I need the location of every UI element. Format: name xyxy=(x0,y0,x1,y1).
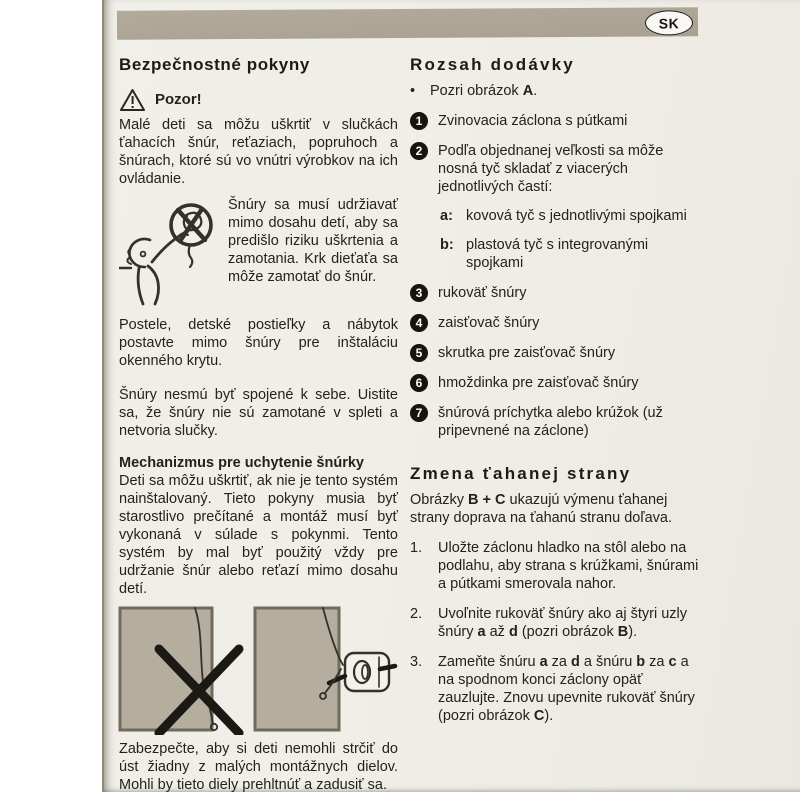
strangulation-figure xyxy=(119,196,398,308)
supply-list-item xyxy=(410,404,702,440)
step-text: Uvoľnite rukoväť šnúry ako aj štyri uzly šnúry a až d (pozri obrázok B). xyxy=(438,606,688,640)
item-number-badge: 1 xyxy=(410,112,428,130)
step-number: 1. xyxy=(410,540,423,556)
item-number-badge: 2 xyxy=(410,142,428,160)
safety-section-title: Bezpečnostné pokyny xyxy=(119,55,310,74)
curtain-panels-illustration xyxy=(117,603,402,735)
page-header-bar xyxy=(117,7,698,40)
item-number-badge: 5 xyxy=(410,344,428,362)
step-text: Zameňte šnúru a za d a šnúru b za c a na spodnom konci záclony opäť zauzlujte. Znovu upevnite rukoväť šnúry (pozri obrázok C). xyxy=(438,654,695,724)
supply-item-text: Zvinovacia záclona s pútkami xyxy=(438,113,628,129)
step-item xyxy=(410,539,702,593)
item-number-badge: 6 xyxy=(410,374,428,392)
supply-item-text: skrutka pre zaisťovač šnúry xyxy=(438,345,616,361)
see-figure-note xyxy=(410,82,702,100)
safety-column xyxy=(119,55,398,794)
warning-paragraph: Malé deti sa môžu uškrtiť v slučkách ťahacích šnúr, reťaziach, popruhoch a šnúrach, ktoré sú vo vnútri výrobkov na ich ovládanie. xyxy=(119,117,398,187)
country-badge xyxy=(645,10,693,35)
step-item xyxy=(410,605,702,641)
variant-text: kovová tyč s jednotlivými spojkami xyxy=(466,208,687,224)
pull-side-intro: Obrázky B + C ukazujú výmenu ťahanej strany doprava na ťahanú stranu doľava. xyxy=(410,492,672,526)
rod-variant xyxy=(440,236,702,272)
supply-list-item xyxy=(410,284,702,302)
step-number: 2. xyxy=(410,606,423,622)
cord-cleat-figure xyxy=(117,603,398,735)
mechanism-paragraph: Deti sa môžu uškrtiť, ak nie je tento systém nainštalovaný. Tieto pokyny musia byť starostlivo prečítané a montáž musí byť vykonaná v súlade s pokynmi. Tento systém by mal byť použitý vždy pre udržanie šnúr alebo reťazí mimo dosahu detí. xyxy=(119,473,398,597)
warning-triangle-icon xyxy=(119,88,146,112)
figure-caption: Šnúry sa musí udržiavať mimo dosahu detí, aby sa predišlo riziku uškrtenia a zamotania. Krk dieťaťa sa môže zamotať do šnúr. xyxy=(228,197,398,285)
variant-label: b: xyxy=(440,237,454,253)
supply-item-text: hmoždinka pre zaisťovač šnúry xyxy=(438,375,639,391)
supply-list-item xyxy=(410,112,702,130)
step-text: Uložte záclonu hladko na stôl alebo na podlahu, aby strana s krúžkami, šnúrami a pútkami smerovala nahor. xyxy=(438,540,699,592)
pull-side-section-title: Zmena ťahanej strany xyxy=(410,464,632,483)
supply-item-text: zaisťovač šnúry xyxy=(438,315,540,331)
variant-label: a: xyxy=(440,208,453,224)
mechanism-subheading: Mechanizmus pre uchytenie šnúrky xyxy=(119,455,364,471)
baby-cord-warning-illustration xyxy=(119,196,221,308)
paper-page xyxy=(102,0,800,792)
bullet-icon: • xyxy=(410,83,416,99)
rod-variant-list xyxy=(440,207,702,272)
supply-item-text: šnúrová príchytka alebo krúžok (už pripevnené na záclone) xyxy=(438,405,663,439)
step-item xyxy=(410,653,702,725)
supply-list-item xyxy=(410,142,702,196)
cords-paragraph: Šnúry nesmú byť spojené k sebe. Uistite sa, že šnúry nie sú zamotané v spleti a netvoria slučky. xyxy=(119,387,398,439)
small-parts-paragraph: Zabezpečte, aby si deti nemohli strčiť do úst žiadny z malých montážnych dielov. Mohli by tieto diely prehltnúť a zadusiť sa. xyxy=(119,741,398,793)
rod-variant xyxy=(440,207,702,225)
supply-item-text: Podľa objednanej veľkosti sa môže nosná tyč skladať z viacerých jednotlivých častí: xyxy=(438,143,664,195)
variant-text: plastová tyč s integrovanými spojkami xyxy=(466,237,649,271)
supply-item-text: rukoväť šnúry xyxy=(438,285,527,301)
item-number-badge: 4 xyxy=(410,314,428,332)
country-badge-label: SK xyxy=(658,14,680,31)
beds-paragraph: Postele, detské postieľky a nábytok postavte mimo šnúry pre inštaláciu okenného krytu. xyxy=(119,317,398,369)
supply-list-item xyxy=(410,314,702,332)
delivery-section-title: Rozsah dodávky xyxy=(410,55,575,74)
warning-heading xyxy=(119,88,398,112)
item-number-badge: 3 xyxy=(410,284,428,302)
item-number-badge: 7 xyxy=(410,404,428,422)
supply-list-item xyxy=(410,374,702,392)
supply-list-item xyxy=(410,344,702,362)
see-figure-text: Pozri obrázok A. xyxy=(430,83,538,99)
warning-label: Pozor! xyxy=(155,91,202,108)
delivery-column xyxy=(410,55,702,725)
step-number: 3. xyxy=(410,654,423,670)
